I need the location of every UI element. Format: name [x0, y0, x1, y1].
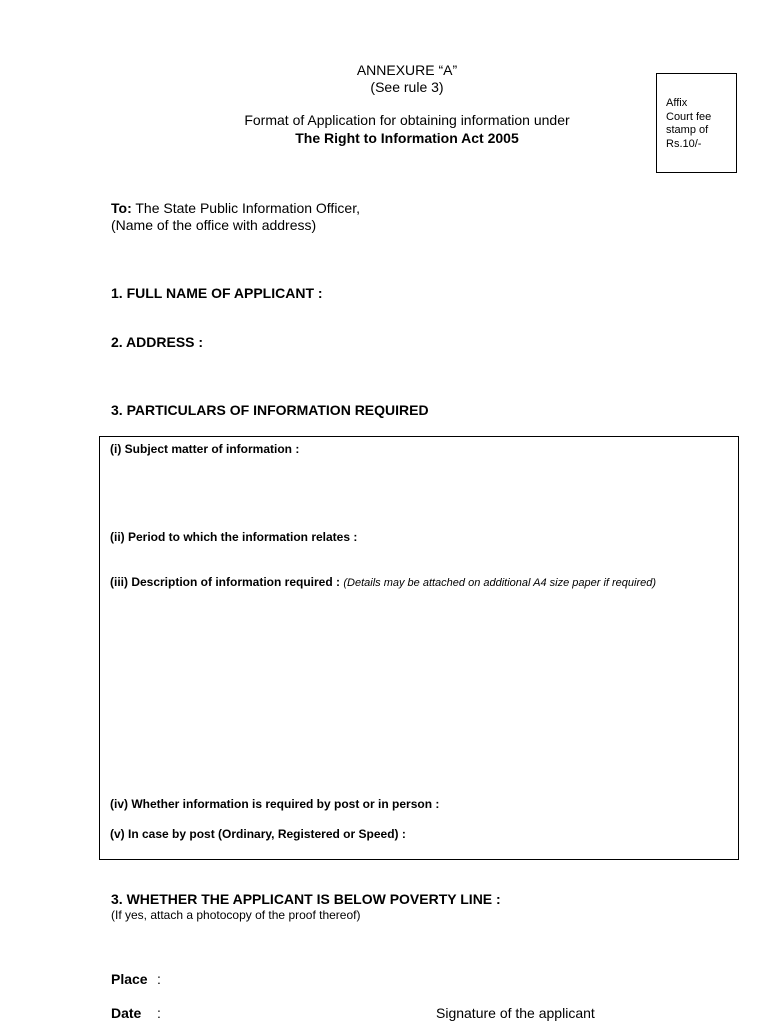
subject-matter-field: (i) Subject matter of information : [110, 442, 300, 456]
full-name-field: 1. FULL NAME OF APPLICANT : [111, 285, 323, 301]
address-field: 2. ADDRESS : [111, 334, 204, 350]
description-label: (iii) Description of information required : [110, 575, 341, 589]
signature-label: Signature of the applicant [436, 1005, 595, 1021]
post-type-field: (v) In case by post (Ordinary, Registered or Speed) : [110, 827, 406, 841]
date-colon: : [157, 1005, 161, 1021]
office-address-line: (Name of the office with address) [111, 217, 317, 233]
court-fee-stamp-box [656, 73, 737, 173]
stamp-instructions [666, 97, 711, 151]
annexure-title: ANNEXURE “A” [356, 62, 458, 78]
period-field: (ii) Period to which the information relates : [110, 530, 358, 544]
stamp-line: Affix [666, 97, 688, 109]
stamp-line: stamp of [666, 124, 709, 136]
description-note: (Details may be attached on additional A4 size paper if required) [343, 577, 657, 589]
addressee-text: The State Public Information Officer, [131, 200, 360, 216]
addressee-line [111, 200, 360, 217]
date-label: Date [111, 1005, 142, 1021]
particulars-box [99, 436, 739, 860]
stamp-line: Rs.10/- [666, 137, 702, 150]
rule-reference: (See rule 3) [370, 79, 444, 95]
description-field [110, 575, 656, 591]
particulars-heading: 3. PARTICULARS OF INFORMATION REQUIRED [111, 402, 429, 418]
stamp-line: Court fee [666, 110, 712, 123]
poverty-line-note: (If yes, attach a photocopy of the proof thereof) [111, 908, 361, 922]
poverty-line-heading: 3. WHETHER THE APPLICANT IS BELOW POVERTY LINE : [111, 891, 501, 907]
post-or-person-field: (iv) Whether information is required by post or in person : [110, 797, 440, 811]
place-label: Place [111, 971, 148, 987]
place-colon: : [157, 971, 161, 987]
act-title: The Right to Information Act 2005 [295, 130, 519, 146]
to-label: To: [111, 200, 132, 216]
format-line: Format of Application for obtaining information under [244, 112, 570, 128]
